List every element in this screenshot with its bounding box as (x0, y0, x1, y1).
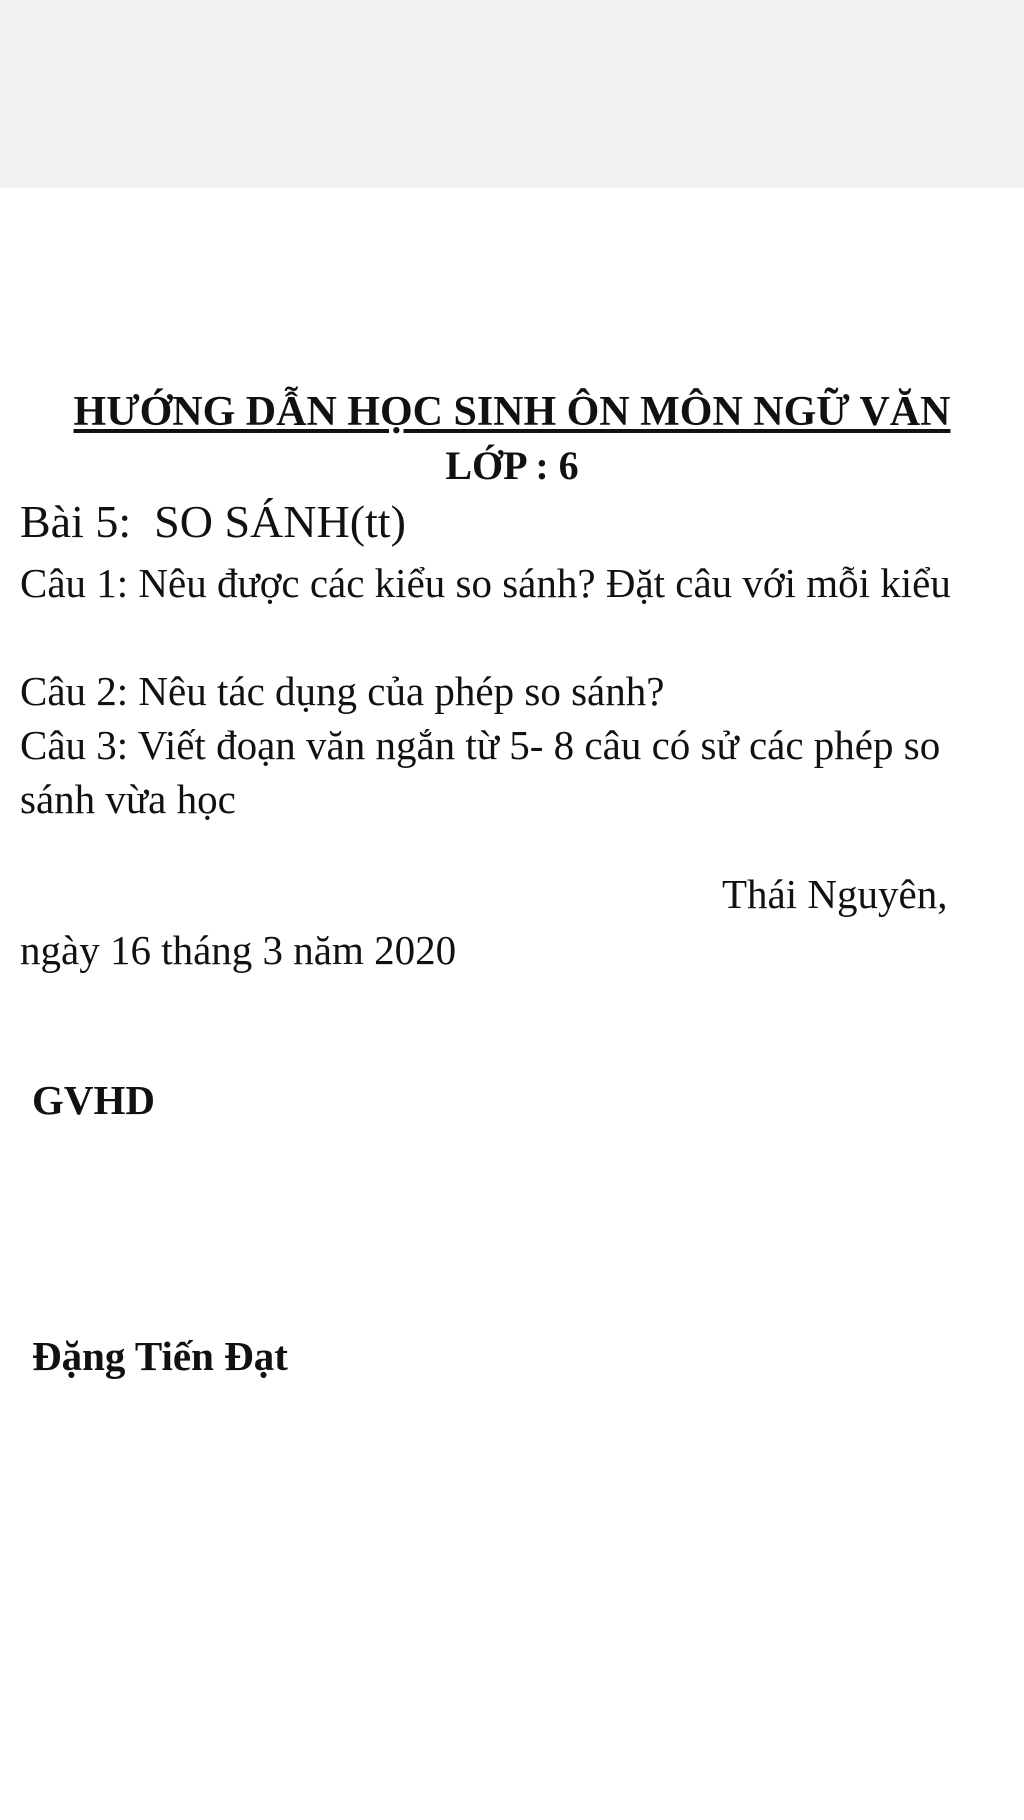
document-title: HƯỚNG DẪN HỌC SINH ÔN MÔN NGỮ VĂN (73, 389, 951, 435)
signer-name: Đặng Tiến Đạt (32, 1333, 288, 1379)
question-3: Câu 3: Viết đoạn văn ngắn từ 5- 8 câu có sử các phép so sánh vừa học (20, 722, 941, 822)
question-2: Câu 2: Nêu tác dụng của phép so sánh? (20, 668, 665, 714)
lesson-title: Bài 5: SO SÁNH(tt) (20, 496, 406, 547)
teacher-role: GVHD (32, 1077, 155, 1123)
date-line: ngày 16 tháng 3 năm 2020 (20, 927, 457, 973)
place-line: Thái Nguyên, (722, 871, 948, 917)
grade-heading: LỚP : 6 (445, 443, 579, 488)
document-page (0, 188, 1024, 1820)
top-bar (0, 0, 1024, 188)
question-1: Câu 1: Nêu được các kiểu so sánh? Đặt câu với mỗi kiểu (20, 560, 951, 606)
